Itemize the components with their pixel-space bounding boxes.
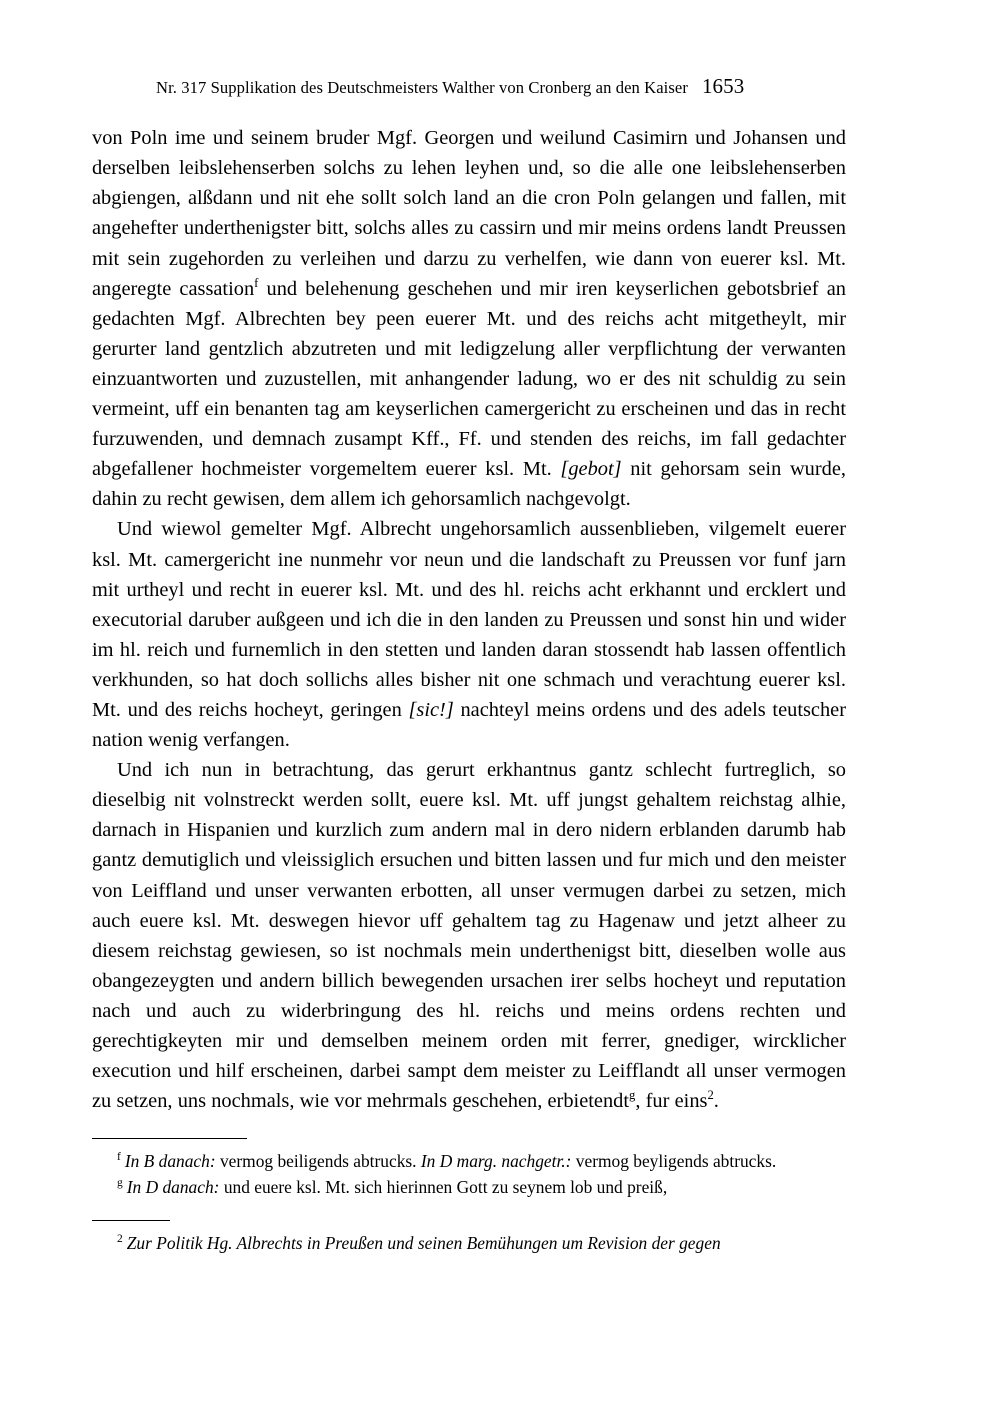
footnote-reference-2[interactable]: 2 — [707, 1088, 714, 1103]
running-head-title: Nr. 317 Supplikation des Deutschmeisters Walther von Cronberg an den Kaiser — [156, 78, 688, 97]
footnote-marker-g: g — [117, 1177, 123, 1190]
page-content — [92, 74, 846, 1256]
footnote-separator-rule-letters — [92, 1138, 247, 1139]
footnote-g: $^g$ In D danach: und euere ksl. Mt. sich hierinnen Gott zu seynem lob und preiß, — [117, 1177, 668, 1198]
italic-text: [gebot] — [560, 458, 622, 481]
footnote-2 — [92, 1230, 846, 1256]
italic-text: Zur Politik Hg. Albrechts in Preußen und seinen Bemühungen um Revision der gegen — [126, 1233, 721, 1254]
footnote-marker-2: 2 — [117, 1233, 123, 1246]
para-3: Und ich nun in betrachtung, das gerurt erkhantnus gantz schlecht furtreglich, so dieselbig nit volnstreckt werden sollt, euere ksl. Mt. uff jungst gehaltem reichstag alhie, darnach in Hispanien und kurzlich zum andern mal in dero nidern erblanden darumb hab gantz demutiglich und vleissiglich ersuchen und bitten lassen und fur mich und den meister von Leiffland und unser verwanten erbotten, all unser vermugen darbei zu setzen, mich auch euere ksl. Mt. deswegen hievor uff gehaltem tag zu Hagenaw und jetzt alheer zu diesem reichstag gewiesen, so ist nochmals mein underthenigst bitt, dieselben wolle aus obangezeygten und andern billich bewegenden ursachen irer selbs hocheyt und reputation nach und auch zu widerbringung des hl. reichs und meins ordens rechten und gerechtigkeyten mir und demselben meinem orden mit ferrer, gnediger, wircklicher execution und hilf erscheinen, darbei sampt dem meister zu Leifflandt all unser vermogen zu setzen, uns nochmals, wie vor mehrmals geschehen, erbietendt$^g$, fur eins$^2$. — [92, 759, 846, 1113]
body-text — [92, 123, 846, 1116]
italic-text: In D marg. nachgetr.: — [420, 1151, 572, 1172]
footnote-separator-rule-numbers — [92, 1220, 170, 1221]
italic-text: In B danach: — [124, 1151, 216, 1172]
italic-text: In D danach: — [126, 1177, 220, 1198]
para-2: Und wiewol gemelter Mgf. Albrecht ungehorsamlich aussenblieben, vilgemelt euerer ksl. Mt. camergericht ine nunmehr vor neun und die landschaft zu Preussen vor funf jarn mit urtheyl und recht in euerer ksl. Mt. und des hl. reichs acht erkhannt und ercklert und executorial daruber außgeen und ich die in den landen zu Preussen und sonst hin und wider im hl. reich und furnemlich in den stetten und landen daran stossendt hab lassen offentlich verkhunden, so hat doch sollichs alles bisher nit one schmach und verachtung euerer ksl. Mt. und des reichs hocheyt, geringen [sic!] nachteyl meins ordens und des adels teutscher nation wenig verfangen. — [92, 518, 846, 752]
footnote-reference-f[interactable]: f — [254, 275, 259, 290]
footnote-marker-f: f — [117, 1151, 121, 1164]
italic-text: [sic!] — [408, 698, 454, 721]
footnote-apparatus-numbers — [92, 1220, 846, 1256]
running-head — [156, 74, 846, 99]
footnote-list-letters — [92, 1148, 846, 1200]
footnote-reference-g[interactable]: g — [629, 1088, 636, 1103]
footnote-apparatus-letters — [92, 1138, 846, 1200]
page-number: 1653 — [701, 74, 745, 98]
footnote-list-numbers — [92, 1230, 846, 1256]
para-1: von Poln ime und seinem bruder Mgf. Georgen und weilund Casimirn und Johansen und derselben leibslehenserben solchs zu lehen leyhen und, so die alle one leibslehenserben abgiengen, alßdann und nit ehe sollt solch land an die cron Poln gelangen und fallen, mit angehefter underthenigster bitt, solchs alles zu cassirn und mir meins ordens landt Preussen mit sein zugehorden zu verleihen und darzu zu verhelfen, wie dann von euerer ksl. Mt. angeregte cassation$^f$ und belehenung geschehen und mir iren keyserlichen gebotsbrief an gedachten Mgf. Albrechten bey peen euerer Mt. und des reichs acht mitgetheylt, mir gerurter land gentzlich abzutreten und mit ledigzelung aller verpflichtung der verwanten einzuantworten und zuzustellen, mit anhangender ladung, wo er des nit schuldig zu sein vermeint, uff ein benanten tag am keyserlichen camergericht zu erscheinen und das in recht furzuwenden, und demnach zusampt Kff., Ff. und stenden des reichs, im fall gedachter abgefallener hochmeister vorgemeltem euerer ksl. Mt. [gebot] nit gehorsam sein wurde, dahin zu recht gewisen, dem allem ich gehorsamlich nachgevolgt. — [92, 127, 847, 511]
footnote-f: $^f$ In B danach: vermog beiligends abtrucks. In D marg. nachgetr.: vermog beyligends abtrucks. — [117, 1151, 777, 1172]
